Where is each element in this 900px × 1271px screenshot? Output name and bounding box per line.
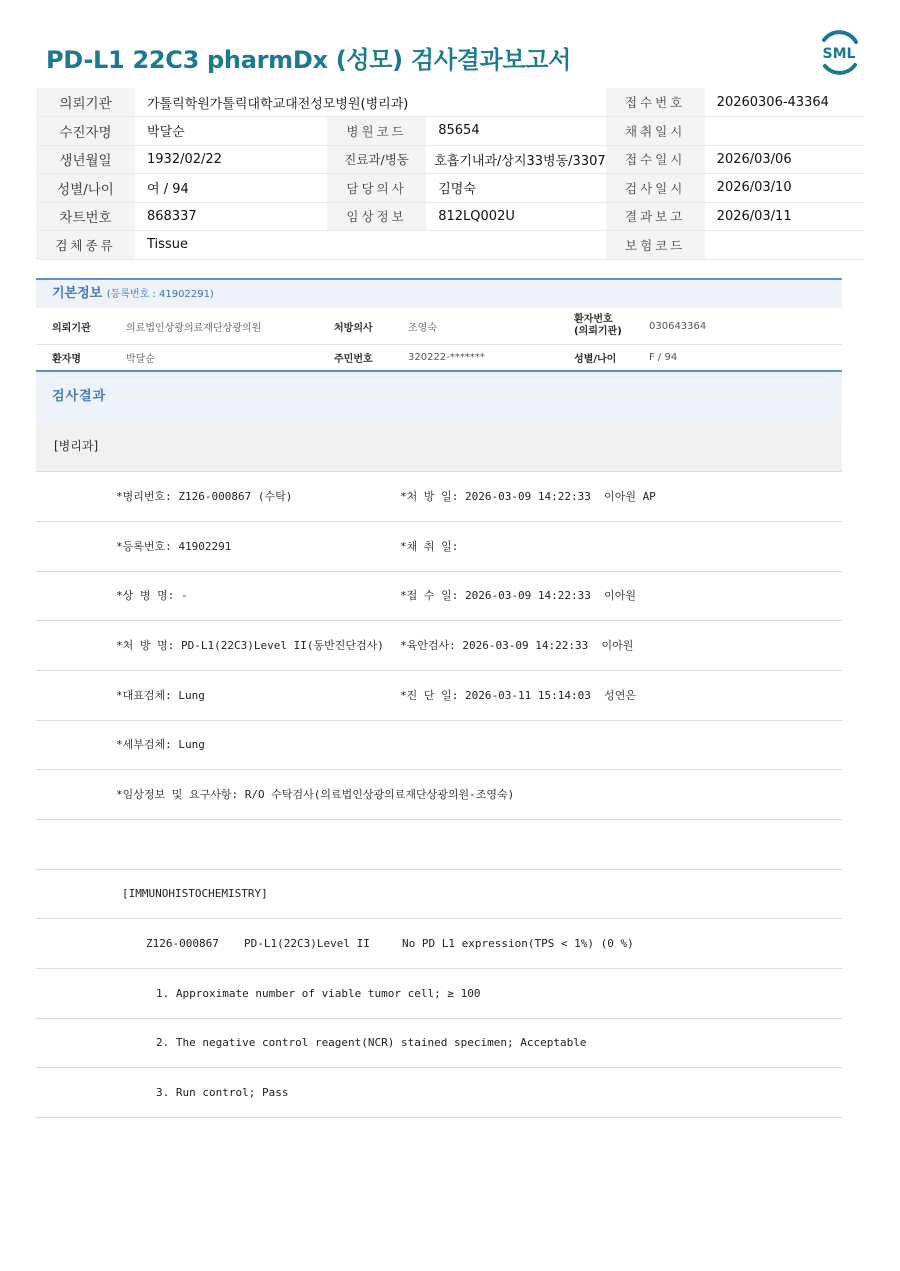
result-row — [36, 522, 842, 572]
basic-value: 의료법인상광의료재단상광의원 — [126, 322, 262, 334]
basic-value: 320222-******* — [408, 352, 485, 363]
info-row — [36, 88, 864, 117]
ihc-code: Z126-000867 — [146, 937, 219, 950]
info-row — [36, 145, 864, 174]
info-value: 868337 — [135, 202, 327, 231]
info-value: 20260306-43364 — [705, 88, 864, 117]
result-row — [36, 621, 842, 671]
info-label: 담당의사 — [327, 174, 426, 203]
result-field: *등록번호: 41902291 — [116, 540, 232, 553]
ihc-note: 2. The negative control reagent(NCR) stained specimen; Acceptable — [156, 1036, 587, 1049]
info-label: 접수일시 — [606, 145, 705, 174]
result-row — [36, 919, 842, 969]
sml-logo — [816, 30, 862, 76]
result-row — [36, 671, 842, 721]
ihc-note: 3. Run control; Pass — [156, 1086, 289, 1099]
basic-value: F / 94 — [649, 352, 678, 363]
basic-value: 030643364 — [649, 320, 707, 332]
result-section-header: 검사결과 — [36, 370, 842, 422]
result-field: *처 방 명: PD-L1(22C3)Level II(동반진단검사) — [116, 639, 384, 652]
basic-label: 성별/나이 — [574, 354, 617, 365]
ihc-note: 1. Approximate number of viable tumor cell; ≥ 100 — [156, 987, 481, 1000]
result-field: *임상정보 및 요구사항: R/O 수탁검사(의료법인상광의료재단상광의원-조영숙) — [116, 788, 515, 801]
info-value: 여 / 94 — [135, 174, 327, 203]
result-field: *채 취 일: — [400, 540, 459, 553]
info-row — [36, 231, 864, 260]
info-label: 임상정보 — [327, 202, 426, 231]
info-value: 2026/03/10 — [705, 174, 864, 203]
result-row — [36, 720, 842, 770]
result-field: *대표검체: Lung — [116, 689, 205, 702]
result-field: *육안검사: 2026-03-09 14:22:33 이아원 — [400, 639, 634, 652]
info-label: 검사일시 — [606, 174, 705, 203]
patient-info-table — [36, 88, 864, 260]
result-row — [36, 770, 842, 820]
info-value — [705, 231, 864, 260]
info-label: 접수번호 — [606, 88, 705, 117]
info-value: 812LQ002U — [426, 202, 605, 231]
info-label: 의뢰기관 — [36, 88, 135, 117]
ihc-result: No PD L1 expression(TPS < 1%) (0 %) — [402, 937, 634, 950]
info-label: 수진자명 — [36, 117, 135, 146]
info-label: 성별/나이 — [36, 174, 135, 203]
result-field: *세부검체: Lung — [116, 738, 205, 751]
basic-label: 환자번호 — [574, 314, 613, 325]
basic-info-title: 기본정보 — [52, 286, 103, 301]
info-row — [36, 117, 864, 146]
info-label: 채취일시 — [606, 117, 705, 146]
info-label: 생년월일 — [36, 145, 135, 174]
info-value: 2026/03/11 — [705, 202, 864, 231]
info-label: 병원코드 — [327, 117, 426, 146]
info-value: 2026/03/06 — [705, 145, 864, 174]
patient-number-label — [574, 314, 649, 338]
ihc-header: [IMMUNOHISTOCHEMISTRY] — [122, 887, 268, 900]
info-label: 검체종류 — [36, 231, 135, 260]
result-row — [36, 1068, 842, 1118]
basic-value: 조영숙 — [408, 322, 437, 334]
basic-label: 처방의사 — [334, 322, 373, 334]
logo-text: SML — [822, 46, 856, 62]
basic-info-header — [36, 278, 842, 308]
info-row — [36, 202, 864, 231]
info-value — [705, 117, 864, 146]
info-label: 진료과/병동 — [327, 145, 426, 174]
info-value: 호흡기내과/상지33병동/3307 — [426, 145, 605, 174]
basic-info-row — [36, 345, 842, 370]
result-row — [36, 472, 842, 522]
report-title: PD-L1 22C3 pharmDx (성모) 검사결과보고서 — [46, 46, 572, 74]
department-label: [병리과] — [36, 422, 842, 472]
result-field: *접 수 일: 2026-03-09 14:22:33 이아원 — [400, 589, 636, 602]
info-label: 차트번호 — [36, 202, 135, 231]
registration-number: (등록번호 : 41902291) — [106, 289, 214, 300]
result-field: *병리번호: Z126-000867 (수탁) — [116, 490, 293, 503]
info-value: 박달순 — [135, 117, 327, 146]
info-value: 김명숙 — [426, 174, 605, 203]
info-value: 1932/02/22 — [135, 145, 327, 174]
result-field: *상 병 명: - — [116, 589, 188, 602]
info-value: 85654 — [426, 117, 605, 146]
basic-label: (의뢰기관) — [574, 326, 622, 337]
info-label: 결과보고 — [606, 202, 705, 231]
result-row — [36, 969, 842, 1019]
basic-value: 박달순 — [126, 354, 155, 365]
info-row — [36, 174, 864, 203]
info-value: Tissue — [135, 231, 606, 260]
result-field: *처 방 일: 2026-03-09 14:22:33 이아원 AP — [400, 490, 656, 503]
ihc-test: PD-L1(22C3)Level II — [244, 937, 370, 950]
basic-label: 주민번호 — [334, 354, 373, 365]
result-row — [36, 869, 842, 919]
result-field: *진 단 일: 2026-03-11 15:14:03 성연은 — [400, 689, 636, 702]
result-row — [36, 1018, 842, 1068]
blank-row — [36, 820, 842, 870]
info-label: 보험코드 — [606, 231, 705, 260]
basic-label: 의뢰기관 — [52, 322, 91, 334]
basic-info-section — [36, 278, 842, 370]
result-row — [36, 571, 842, 621]
basic-info-row — [36, 308, 842, 345]
info-value: 가톨릭학원가톨릭대학교대전성모병원(병리과) — [135, 88, 606, 117]
basic-label: 환자명 — [52, 354, 81, 365]
